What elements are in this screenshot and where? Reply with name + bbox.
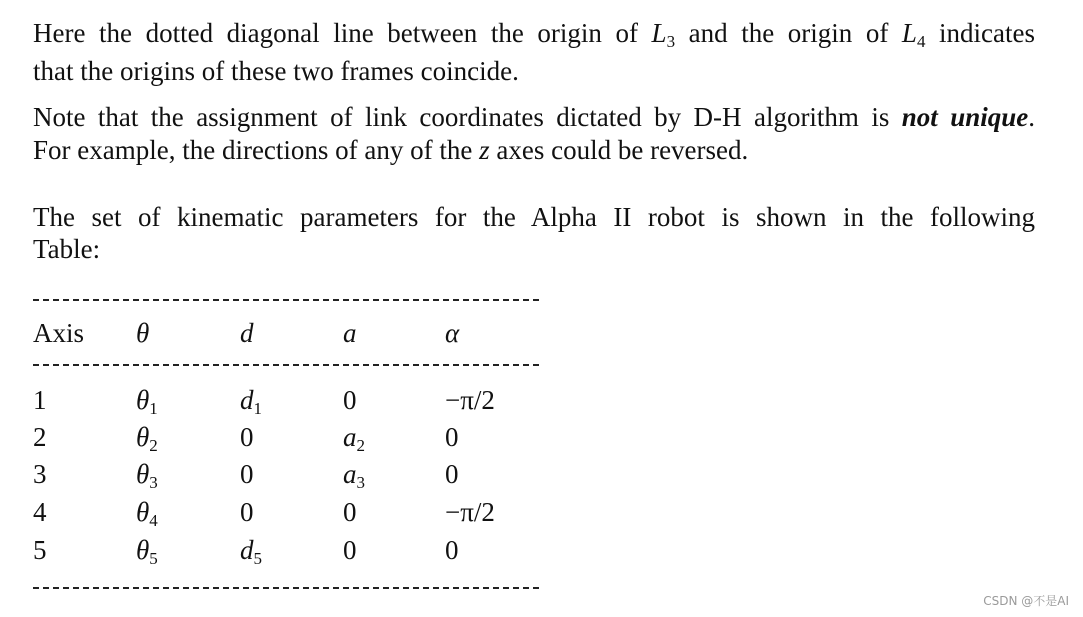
- table-top-rule: [33, 299, 539, 301]
- theta-letter: θ: [136, 535, 150, 565]
- paragraph-3-line-2: Table:: [33, 234, 101, 264]
- a-value: a: [343, 459, 357, 489]
- l4-symbol: [901, 18, 926, 51]
- row-1-d: [240, 385, 262, 418]
- z-symbol: z: [479, 135, 490, 165]
- header-axis: Axis: [33, 318, 85, 348]
- paragraph-2-line-1: [33, 100, 1035, 134]
- text-run: indicates: [925, 18, 1035, 48]
- row-1-theta: [136, 385, 158, 418]
- row-5-axis: 5: [33, 535, 47, 565]
- a-subscript: 2: [356, 436, 365, 455]
- row-2-theta: [136, 422, 158, 455]
- a-value: 0: [343, 535, 357, 565]
- paragraph-2-line-2: [33, 133, 1035, 167]
- row-5-d: [240, 535, 262, 568]
- row-2-alpha: 0: [445, 422, 459, 452]
- theta-subscript: 1: [149, 399, 158, 418]
- theta-subscript: 3: [149, 473, 158, 492]
- header-alpha: α: [445, 318, 460, 348]
- theta-subscript: 2: [149, 436, 158, 455]
- row-2-axis: 2: [33, 422, 47, 452]
- a-subscript: 3: [356, 473, 365, 492]
- d-value: 0: [240, 497, 254, 527]
- row-5-theta: [136, 535, 158, 568]
- row-3-theta: [136, 459, 158, 492]
- theta-subscript: 5: [149, 549, 158, 568]
- d-value: 0: [240, 422, 254, 452]
- text-run: For example, the directions of any of the: [33, 135, 480, 165]
- row-3-a: [343, 459, 365, 492]
- d-subscript: 1: [253, 399, 262, 418]
- row-2-a: [343, 422, 365, 455]
- d-value: d: [240, 535, 254, 565]
- header-theta: θ: [136, 318, 150, 348]
- header-d: d: [240, 318, 254, 348]
- header-a: a: [343, 318, 357, 348]
- d-value: 0: [240, 459, 254, 489]
- row-1-axis: 1: [33, 385, 47, 415]
- l3-symbol: [651, 18, 676, 51]
- text-run: Here the dotted diagonal line between the origin of: [33, 18, 652, 48]
- paragraph-1-line-2: that the origins of these two frames coincide.: [33, 56, 519, 86]
- paragraph-3-line-1: The set of kinematic parameters for the Alpha II robot is shown in the following: [33, 202, 1035, 232]
- row-2-d: [240, 422, 254, 452]
- watermark-text: CSDN @不是AI: [983, 594, 1069, 608]
- theta-letter: θ: [136, 422, 150, 452]
- d-subscript: 5: [253, 549, 262, 568]
- theta-letter: θ: [136, 459, 150, 489]
- row-4-d: [240, 497, 254, 527]
- theta-subscript: 4: [149, 511, 158, 530]
- table-bottom-rule: [33, 587, 539, 589]
- row-3-alpha: 0: [445, 459, 459, 489]
- row-3-axis: 3: [33, 459, 47, 489]
- row-5-alpha: 0: [445, 535, 459, 565]
- row-5-a: [343, 535, 357, 565]
- row-4-a: [343, 497, 357, 527]
- a-value: 0: [343, 385, 357, 415]
- theta-letter: θ: [136, 385, 150, 415]
- l3-subscript: 3: [666, 32, 676, 51]
- row-1-a: [343, 385, 357, 415]
- text-run: axes could be reversed.: [489, 135, 749, 165]
- row-4-axis: 4: [33, 497, 47, 527]
- row-1-alpha: −π/2: [445, 385, 495, 415]
- l3-letter: L: [651, 18, 667, 48]
- emphasis-not-unique: not unique: [901, 102, 1029, 132]
- row-4-alpha: −π/2: [445, 497, 495, 527]
- d-value: d: [240, 385, 254, 415]
- table-header-rule: [33, 364, 539, 366]
- l4-letter: L: [901, 18, 917, 48]
- text-run: Note that the assignment of link coordinates dictated by D-H algorithm is: [33, 102, 902, 132]
- paragraph-1-line-1: [33, 16, 1035, 50]
- a-value: 0: [343, 497, 357, 527]
- theta-letter: θ: [136, 497, 150, 527]
- row-4-theta: [136, 497, 158, 530]
- a-value: a: [343, 422, 357, 452]
- text-run: and the origin of: [675, 18, 902, 48]
- l4-subscript: 4: [916, 32, 926, 51]
- row-3-d: [240, 459, 254, 489]
- text-run: .: [1028, 102, 1035, 132]
